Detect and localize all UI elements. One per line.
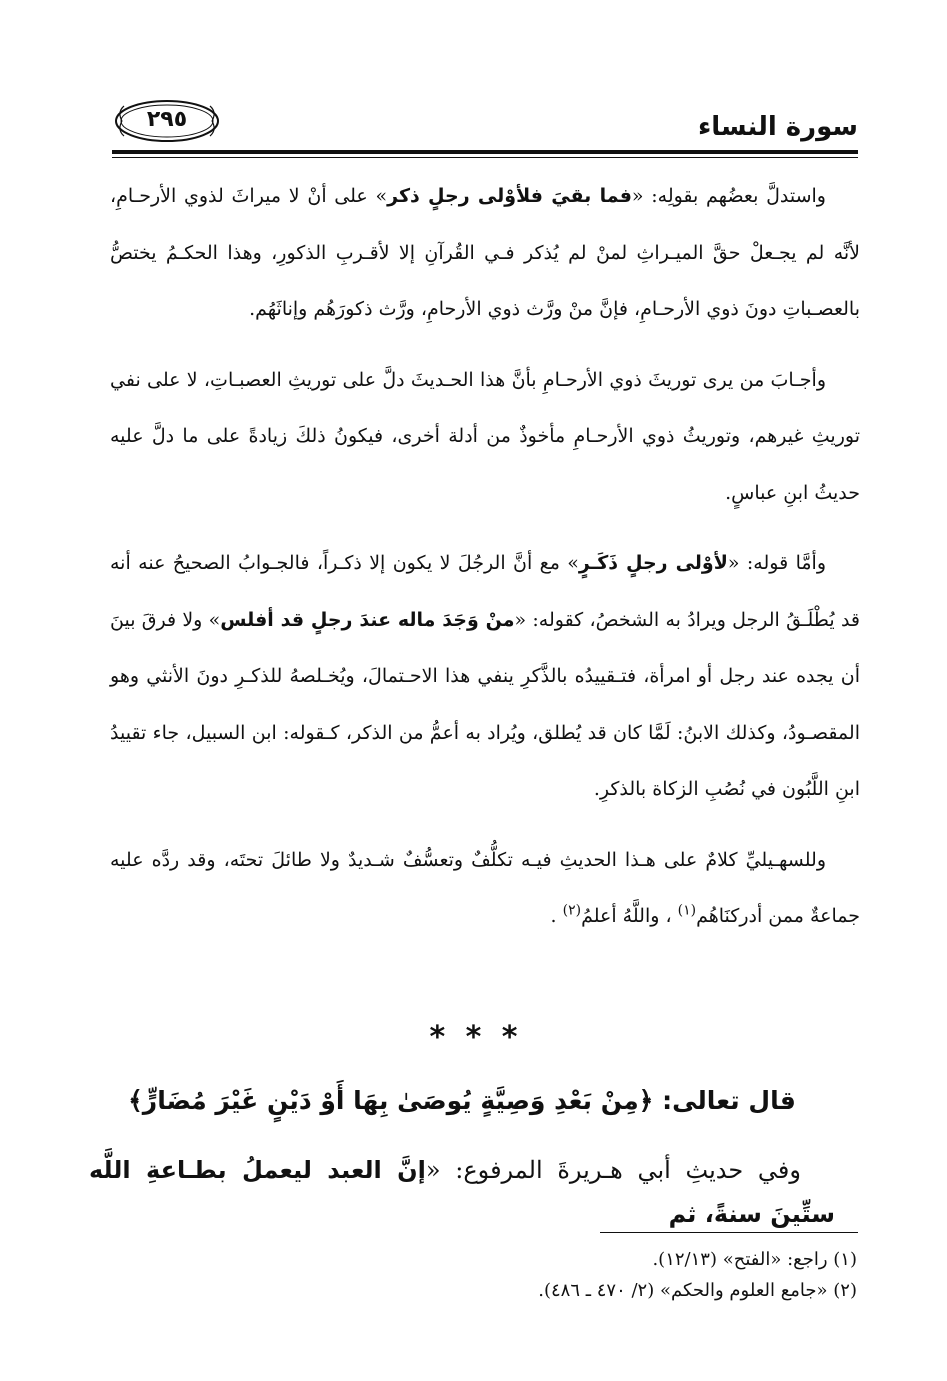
- footnote-ref-1[interactable]: (١): [677, 902, 697, 919]
- page-header: [112, 96, 858, 156]
- paragraph-1: [110, 168, 860, 338]
- hadith-lead: وفي حديثِ أبي هـريرةَ المرفوع: «: [425, 1156, 801, 1184]
- paragraph-text: » ولا فرقَ بينَ أن يجده عند رجل أو امرأة، فتـقييدُه بالذَّكرِ ينفي هذا الاحـتمالَ، ويُخـلصهُ للذكـرِ دونَ الأنثي وهو المقصـودُ، وكذلك الابنُ: لَمَّا كان قد يُطلق، ويُراد به أعمُّ من الذكر، كـقوله: ابن السبيل، جاء تقييدُ ابنِ اللَّبُون في نُصُبِ الزكاة بالذكرِ.: [110, 608, 860, 800]
- header-rule-thin: [112, 157, 858, 158]
- paragraph-text: وللسهـيليِّ كلامٌ على هـذا الحديثِ فيـه تكلُّفٌ وتعسُّفٌ شـديدٌ ولا طائلَ تحتَه، وقد ردَّه عليه جماعةٌ ممن أدركنَاهُم: [110, 848, 860, 927]
- footnote-2: (٢) «جامع العلوم والحكم» (٢/ ٤٧٠ ـ ٤٨٦).: [538, 1280, 857, 1301]
- paragraph-text: .: [550, 905, 563, 927]
- paragraph-text: ، واللَّهُ أعلمُ: [581, 905, 678, 927]
- footnote-ref-2[interactable]: (٢): [562, 902, 582, 919]
- surah-title: سورة النساء: [697, 112, 858, 142]
- paragraph-text: واستدلَّ بعضُهم بقولِه: «: [631, 185, 826, 207]
- quran-verse: قال تعالى: ﴿مِنْ بَعْدِ وَصِيَّةٍ يُوصَىٰ بِهَا أَوْ دَيْنٍ غَيْرَ مُضَارٍّ﴾: [128, 1086, 796, 1115]
- hadith-quote: منْ وَجَدَ ماله عندَ رجلٍ قد أفلس: [220, 608, 515, 631]
- hadith-quote: فما بقيَ فلأوْلى رجلٍ ذكر: [387, 185, 632, 207]
- page-number-badge: [114, 98, 220, 144]
- paragraph-text: » على أنْ لا ميراثَ لذوي الأرحـامِ، لأنَّه لم يجـعلْ حقَّ الميـراثِ لمنْ لم يُذكر فـي القُرآنِ إلا لأقـربِ الذكورِ، وهذا الحكـمُ يختصُّ بالعصـباتِ دونَ ذوي الأرحـامِ، فإنَّ منْ ورَّث ذوي الأرحامِ، ورَّث ذكورَهُم وإناثَهُم.: [110, 185, 860, 320]
- section-separator: * * *: [429, 1020, 518, 1055]
- paragraph-4: [110, 832, 860, 945]
- paragraph-text: وأمَّا قوله: «: [727, 552, 826, 574]
- footnote-rule: [600, 1232, 858, 1233]
- footnotes: [97, 1244, 857, 1306]
- hadith-line: [89, 1148, 835, 1236]
- header-rule-thick: [112, 150, 858, 154]
- paragraph-text: » مع أنَّ الرجُلَ لا يكون إلا ذكـراً، فالجـوابُ الصحيحُ عنه أنه قد يُطْلَـقُ الرجل ويرادُ به الشخصُ، كقوله: «: [110, 552, 861, 631]
- paragraph-2: [110, 352, 860, 522]
- page-number: ٢٩٥: [146, 107, 188, 132]
- paragraph-text: وأجـابَ من يرى توريثَ ذوي الأرحـامِ بأنَّ هذا الحـديثَ دلَّ على توريثِ العصبـاتِ، لا على نفي توريثِ غيرهم، وتوريثُ ذوي الأرحـامِ مأخوذٌ من أدلة أخرى، فيكونُ ذلكَ زيادةً على ما دلَّ عليه حديثُ ابنِ عباسٍ.: [110, 368, 860, 504]
- hadith-quote: إنَّ العبد ليعملُ بطـاعةِ اللَّه ستِّينَ سنةً، ثم: [89, 1156, 835, 1228]
- footnote-1: (١) راجع: «الفتح» (١٢/١٣).: [652, 1249, 857, 1270]
- body-text: [110, 168, 860, 959]
- paragraph-3: [110, 535, 860, 818]
- hadith-quote: لأوْلى رجلٍ ذَكَـرٍ: [578, 552, 728, 574]
